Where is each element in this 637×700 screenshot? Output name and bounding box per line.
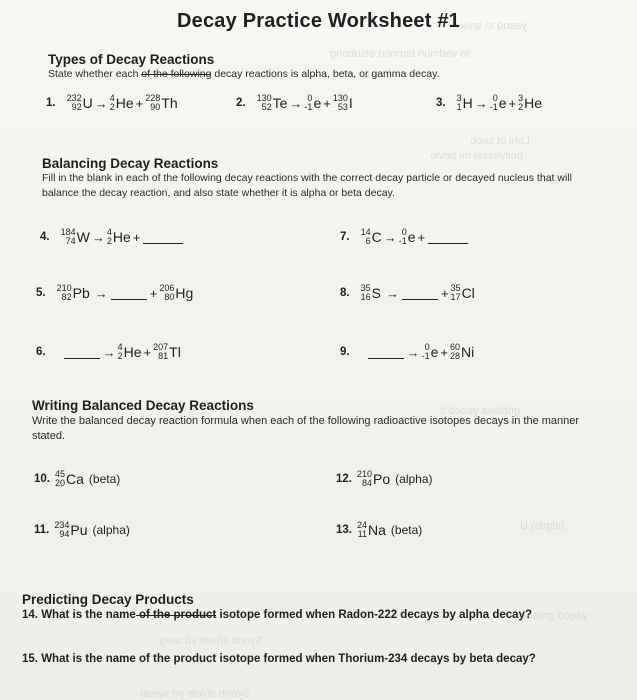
section-instruction-types	[48, 67, 439, 82]
question-number: 15.	[22, 653, 38, 665]
plus-symbol: +	[143, 344, 152, 360]
section-heading-predicting: Predicting Decay Products	[22, 592, 194, 607]
problem-11	[34, 521, 130, 539]
problem-number: 8.	[340, 287, 350, 299]
decay-type-label: (beta)	[390, 523, 423, 537]
isotope: 3 2 He	[518, 93, 543, 112]
problem-7	[340, 228, 470, 246]
answer-blank[interactable]	[143, 231, 183, 244]
arrow-symbol: →	[91, 229, 105, 245]
isotope: 4 2 He	[109, 93, 134, 112]
isotope: 4 2 He	[106, 227, 131, 246]
problem-5	[36, 284, 194, 302]
isotope: 60 28 Ni	[450, 342, 475, 361]
problem-number: 1.	[46, 97, 56, 109]
problem-number: 2.	[236, 97, 246, 109]
isotope: 207 81 Tl	[153, 342, 181, 361]
arrow-symbol: →	[406, 344, 420, 360]
section-instruction-writing: Write the balanced decay reaction formula when each of the following radioactive isotopes decays in the manner stated.	[32, 415, 580, 442]
question-text: isotope formed when Radon-222 decays by alpha decay?	[216, 609, 532, 621]
arrow-symbol: →	[94, 285, 108, 301]
isotope: 0 -1 e	[304, 93, 322, 112]
struck-text: of the product	[135, 609, 217, 621]
problem-13	[336, 521, 422, 539]
decay-type-label: (alpha)	[395, 472, 433, 486]
arrow-symbol: →	[474, 95, 488, 111]
problem-3	[436, 94, 543, 112]
decay-type-label: (beta)	[88, 472, 121, 486]
answer-blank[interactable]	[111, 287, 147, 300]
bleed-through-text: pnitvessel mi bevlo	[430, 150, 523, 162]
isotope: 45 20 Ca	[55, 469, 84, 488]
isotope: 184 74 W	[60, 227, 90, 246]
bleed-through-text: griblsea yeoeb ti	[440, 405, 521, 417]
problem-number: 10.	[34, 473, 50, 485]
problem-8	[340, 284, 476, 302]
problem-number: 3.	[436, 97, 446, 109]
plus-symbol: +	[132, 229, 141, 245]
problem-number: 9.	[340, 346, 350, 358]
question-number: 14.	[22, 609, 38, 621]
isotope: 130 53 I	[332, 93, 353, 112]
struck-text: of the following	[141, 68, 212, 80]
isotope: 0 -1 e	[421, 342, 439, 361]
problem-12	[336, 470, 433, 488]
arrow-symbol: →	[102, 344, 116, 360]
section-heading-types: Types of Decay Reactions	[48, 52, 215, 67]
problem-1	[46, 94, 179, 112]
problem-2	[236, 94, 354, 112]
isotope: 24 11 Na	[357, 520, 386, 539]
isotope: 14 6 C	[360, 227, 382, 246]
arrow-symbol: →	[289, 95, 303, 111]
problem-number: 6.	[36, 346, 46, 358]
isotope: 130 52 Te	[256, 93, 288, 112]
problem-4	[40, 228, 185, 246]
isotope: 232 92 U	[66, 93, 93, 112]
problem-number: 12.	[336, 473, 352, 485]
isotope: 35 16 S	[360, 283, 381, 302]
section-heading-writing: Writing Balanced Decay Reactions	[32, 398, 254, 413]
bleed-through-text: (elgrls) U	[520, 520, 565, 532]
plus-symbol: +	[417, 229, 426, 245]
plus-symbol: +	[508, 95, 517, 111]
isotope: 210 82 Pb	[56, 283, 90, 302]
section-heading-balancing: Balancing Decay Reactions	[42, 156, 219, 171]
instruction-text: decay reactions is alpha, beta, or gamma decay.	[211, 68, 440, 80]
problem-number: 11.	[34, 524, 50, 536]
arrow-symbol: →	[385, 285, 399, 301]
answer-blank[interactable]	[368, 346, 404, 359]
question-15	[22, 653, 536, 665]
isotope: 228 90 Th	[145, 93, 178, 112]
plus-symbol: +	[440, 285, 449, 301]
instruction-text: State whether each	[48, 68, 142, 80]
problem-10	[34, 470, 120, 488]
arrow-symbol: →	[383, 229, 397, 245]
page-title: Decay Practice Worksheet #1	[177, 10, 460, 32]
bleed-through-text: yasod to sniw	[460, 20, 527, 32]
plus-symbol: +	[440, 344, 448, 360]
bleed-through-text: Syonb shiele yd areg	[160, 635, 263, 647]
bleed-through-text: Syonb shiele yd syeab	[140, 688, 251, 700]
isotope: 4 2 He	[117, 342, 142, 361]
decay-type-label: (alpha)	[92, 523, 130, 537]
plus-symbol: +	[323, 95, 331, 111]
answer-blank[interactable]	[402, 287, 438, 300]
arrow-symbol: →	[94, 95, 108, 111]
question-14	[22, 609, 532, 621]
isotope: 210 84 Po	[357, 469, 391, 488]
problem-number: 7.	[340, 231, 350, 243]
isotope: 206 80 Hg	[159, 283, 194, 302]
answer-blank[interactable]	[64, 346, 100, 359]
answer-blank[interactable]	[428, 231, 468, 244]
problem-number: 5.	[36, 287, 46, 299]
bleed-through-text: to vodmun tamnod etsubong	[330, 48, 470, 60]
isotope: 0 -1 e	[398, 227, 416, 246]
bleed-through-text: yagod gnilsbe	[520, 610, 588, 622]
isotope: 0 -1 e	[489, 93, 507, 112]
question-text: What is the name of the product isotope formed when Thorium-234 decays by beta decay?	[41, 653, 536, 665]
section-instruction-balancing: Fill in the blank in each of the following decay reactions with the correct decay particle or decayed nucleus that will balance the decay reaction, and also state whether it is alpha or beta decay.	[42, 172, 572, 199]
problem-number: 4.	[40, 231, 50, 243]
problem-6	[36, 343, 182, 361]
isotope: 35 17 Cl	[450, 283, 475, 302]
plus-symbol: +	[135, 95, 144, 111]
problem-9	[340, 343, 475, 361]
question-text: What is the name	[41, 609, 136, 621]
plus-symbol: +	[149, 285, 158, 301]
bleed-through-text: Lohi ot seob	[470, 135, 530, 147]
problem-number: 13.	[336, 524, 352, 536]
isotope: 234 94 Pu	[54, 520, 88, 539]
isotope: 3 1 H	[456, 93, 473, 112]
